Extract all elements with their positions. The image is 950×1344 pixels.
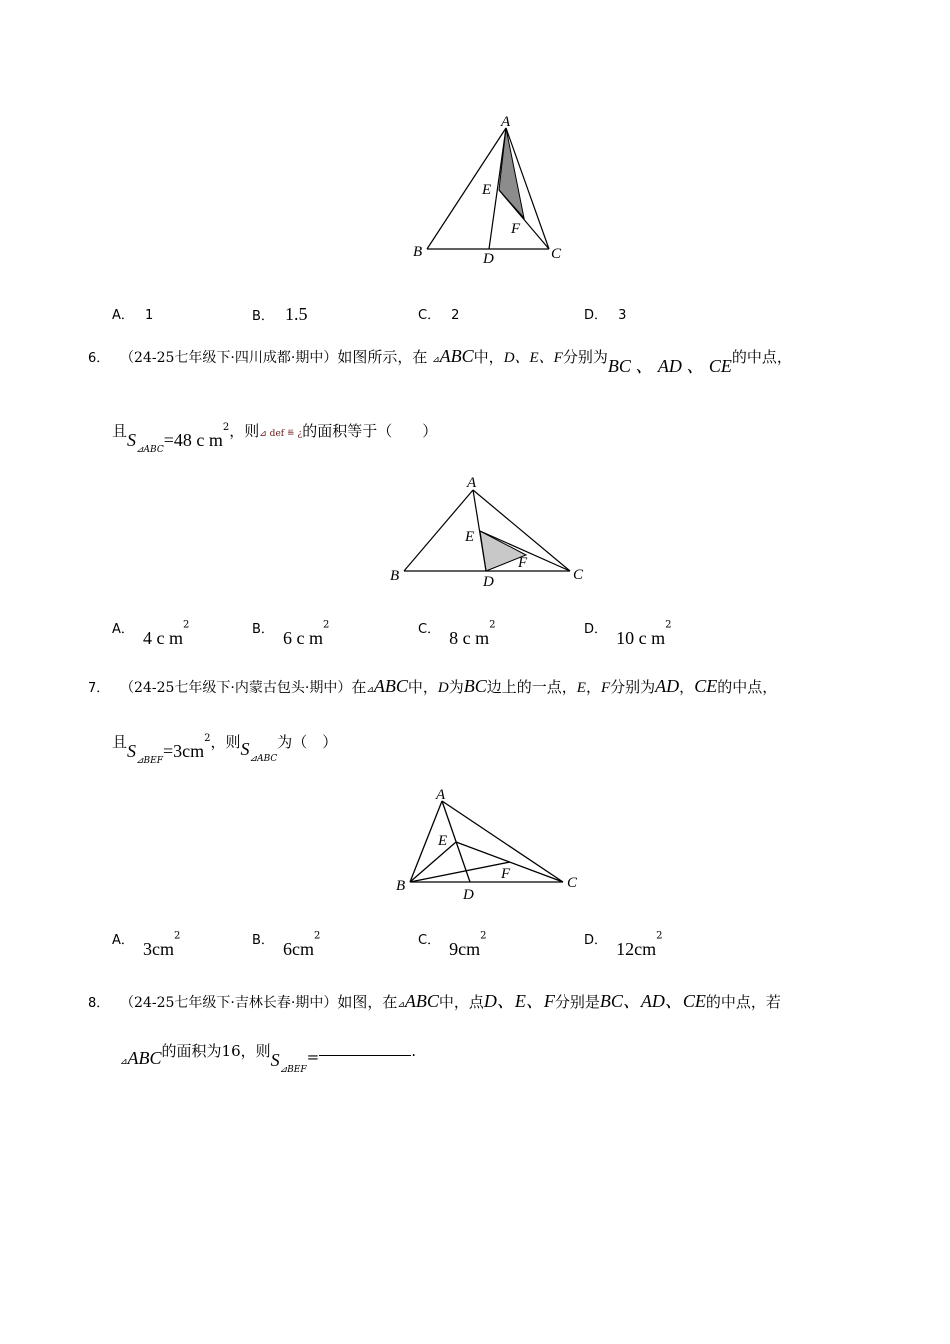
- option-value: 4 c m: [143, 628, 183, 648]
- option-letter: B．: [252, 933, 274, 948]
- label-e: E: [465, 529, 475, 545]
- q7-option-a[interactable]: [112, 929, 181, 959]
- q8-text-d: 的中点，若: [705, 993, 781, 1011]
- q7-e: E: [576, 680, 586, 696]
- q6-line2-c: 的面积等于（ ）: [302, 422, 438, 440]
- q7-d: D: [437, 680, 449, 696]
- q7-text-c: 为: [448, 678, 464, 696]
- q7-text-d: 边上的一点，: [486, 678, 577, 696]
- question-number: 6．: [88, 351, 110, 366]
- q5-option-b[interactable]: [252, 304, 308, 325]
- q6-text-d: 的中点，: [731, 348, 792, 366]
- q7-comma-2: ，: [679, 678, 695, 696]
- segment-ad: [473, 490, 486, 571]
- q6-text-c: 分别为: [562, 348, 608, 366]
- q6-option-c[interactable]: [418, 618, 496, 648]
- q7-comma: ，: [585, 678, 601, 696]
- triangle-symbol: ⊿: [120, 1057, 128, 1067]
- option-value: 1.5: [285, 304, 308, 324]
- option-letter: A．: [112, 622, 134, 637]
- label-f: F: [518, 555, 528, 571]
- q6-def-glyph: ⊿ def ≝ ¿: [259, 429, 303, 439]
- label-d: D: [483, 574, 494, 590]
- option-letter: C．: [418, 308, 441, 323]
- q8-line2-b: 的面积为16，则: [161, 1042, 271, 1060]
- question-6-line-2: [112, 420, 438, 455]
- question-source: （24-25七年级下·四川成都·期中）: [120, 350, 338, 366]
- option-value: 8 c m: [449, 628, 490, 648]
- q7-option-c[interactable]: [418, 929, 487, 959]
- option-sup: 2: [314, 930, 321, 942]
- option-sup: 2: [323, 619, 330, 631]
- q6-text-a: 如图所示，在: [337, 348, 428, 366]
- side-ab: [427, 128, 506, 249]
- option-sup: 2: [480, 930, 487, 942]
- q8-period: .: [411, 1042, 416, 1060]
- q7-ce: CE: [694, 676, 718, 696]
- figure-q7: [388, 780, 588, 905]
- q6-abc: ABC: [439, 346, 474, 366]
- q7-line2-a: 且: [112, 733, 128, 751]
- option-sup: 2: [489, 619, 496, 631]
- q7-abc: ABC: [373, 676, 408, 696]
- option-letter: C．: [418, 933, 441, 948]
- label-f: F: [501, 866, 511, 882]
- label-c: C: [551, 246, 562, 262]
- option-letter: D．: [584, 308, 608, 323]
- q6-option-a[interactable]: [112, 618, 190, 648]
- q7-sup: 2: [204, 733, 211, 744]
- figure-q5: [405, 110, 580, 270]
- q7-text-e: 分别为: [610, 678, 656, 696]
- q7-line2-b: ，则: [210, 733, 241, 751]
- option-letter: C．: [418, 622, 441, 637]
- label-c: C: [573, 567, 584, 583]
- q8-abc-2: ABC: [127, 1048, 162, 1068]
- option-sup: 2: [665, 619, 672, 631]
- option-letter: D．: [584, 622, 608, 637]
- option-value: 6cm: [283, 939, 315, 959]
- figure-q6: [385, 470, 595, 595]
- q5-option-a[interactable]: [112, 304, 153, 323]
- question-6-line-1: [88, 342, 792, 376]
- label-d: D: [483, 251, 494, 267]
- q8-text-a: 如图，在: [337, 993, 398, 1011]
- q7-s-sub-abc: ⊿ABC: [249, 754, 278, 764]
- option-letter: A．: [112, 933, 134, 948]
- label-a: A: [436, 787, 446, 803]
- q7-line2-c: 为（ ）: [277, 733, 338, 751]
- q6-def-points: D、E、F: [503, 350, 563, 366]
- segment-be: [410, 842, 456, 882]
- label-b: B: [390, 568, 400, 584]
- q7-ad: AD: [655, 676, 680, 696]
- answer-blank[interactable]: [319, 1041, 411, 1056]
- option-sup: 2: [174, 930, 181, 942]
- q8-s-sub: ⊿BEF: [279, 1065, 307, 1075]
- label-e: E: [482, 182, 492, 198]
- q7-bc: BC: [463, 676, 487, 696]
- side-ab: [404, 490, 473, 571]
- question-7-line-1: [88, 676, 777, 697]
- q6-s-sub: ⊿ABC: [136, 445, 164, 455]
- q7-s-sub-bef: ⊿BEF: [136, 756, 163, 766]
- option-letter: A．: [112, 308, 134, 323]
- label-a: A: [467, 475, 477, 491]
- question-8-line-1: [88, 987, 781, 1013]
- q6-sup: 2: [222, 422, 230, 433]
- q8-segments: BC、AD、CE: [599, 991, 706, 1011]
- q6-line2-a: 且: [112, 422, 128, 440]
- q8-abc: ABC: [404, 991, 439, 1011]
- q7-s-eq: =3cm: [163, 741, 205, 761]
- question-source: （24-25七年级下·内蒙古包头·期中）: [120, 680, 352, 696]
- question-7-line-2: [112, 731, 338, 766]
- q6-s: S: [127, 430, 137, 450]
- q8-s: S: [270, 1050, 280, 1070]
- label-f: F: [511, 221, 521, 237]
- q6-segments: BC 、 AD 、 CE: [607, 356, 732, 376]
- option-value: 1: [145, 308, 154, 323]
- q8-points: D、E、F: [483, 991, 555, 1011]
- label-a: A: [501, 114, 511, 130]
- q6-option-b[interactable]: [252, 618, 330, 648]
- q8-text-c: 分别是: [554, 993, 600, 1011]
- question-number: 8．: [88, 996, 110, 1011]
- q7-f: F: [600, 680, 611, 696]
- option-value: 12cm: [616, 939, 657, 959]
- option-letter: D．: [584, 933, 608, 948]
- segment-bf: [410, 862, 510, 882]
- option-value: 3cm: [143, 939, 174, 959]
- triangle-symbol: ⊿: [432, 355, 440, 365]
- option-value: 6 c m: [283, 628, 324, 648]
- question-source: （24-25七年级下·吉林长春·期中）: [120, 995, 338, 1011]
- triangle-symbol: ⊿: [397, 1000, 405, 1010]
- label-b: B: [396, 878, 406, 894]
- q5-option-d[interactable]: [584, 304, 626, 323]
- q8-eq: =: [306, 1048, 320, 1066]
- option-value: 10 c m: [616, 628, 666, 648]
- option-letter: B．: [252, 309, 274, 324]
- q6-line2-b: ，则: [229, 422, 260, 440]
- q8-text-b: 中，点: [438, 993, 484, 1011]
- option-sup: 2: [656, 930, 663, 942]
- q7-text-a: 在: [351, 678, 367, 696]
- q7-option-b[interactable]: [252, 929, 321, 959]
- question-8-line-2: [120, 1040, 416, 1075]
- triangle-symbol: ⊿: [366, 685, 374, 695]
- q7-s: S: [127, 741, 137, 761]
- q6-s-eq: =48 c m: [163, 430, 223, 450]
- option-value: 9cm: [449, 939, 481, 959]
- option-value: 2: [451, 308, 460, 323]
- option-letter: B．: [252, 622, 274, 637]
- label-c: C: [567, 875, 578, 891]
- label-d: D: [463, 887, 474, 903]
- option-value: 3: [618, 308, 627, 323]
- q7-option-d[interactable]: [584, 929, 663, 959]
- q6-option-d[interactable]: [584, 618, 672, 648]
- option-sup: 2: [183, 619, 190, 631]
- segment-ec: [499, 190, 549, 249]
- q7-text-b: 中，: [407, 678, 438, 696]
- label-e: E: [438, 833, 448, 849]
- q7-s-2: S: [240, 739, 250, 759]
- q5-option-c[interactable]: [418, 304, 459, 323]
- q6-text-b: 中，: [473, 348, 504, 366]
- label-b: B: [413, 244, 423, 260]
- question-number: 7．: [88, 681, 110, 696]
- q7-text-f: 的中点，: [717, 678, 778, 696]
